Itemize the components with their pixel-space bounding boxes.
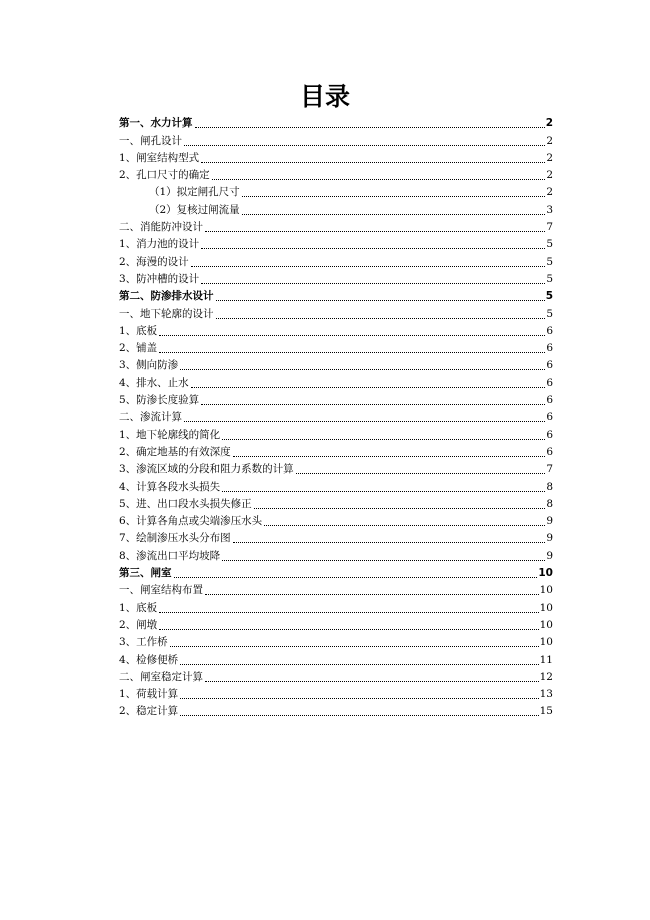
- toc-entry[interactable]: [119, 338, 553, 355]
- toc-entry-page-number: 6: [546, 428, 553, 441]
- toc-entry-label: 4、排水、止水: [119, 376, 189, 389]
- toc-entry-label: （1）拟定闸孔尺寸: [149, 186, 240, 199]
- toc-entry-page-number: 2: [546, 134, 553, 147]
- toc-entry[interactable]: [119, 424, 553, 441]
- toc-entry[interactable]: [119, 511, 553, 528]
- toc-entry-page-number: 2: [546, 151, 553, 164]
- toc-entry-page-number: 6: [546, 324, 553, 337]
- toc-entry-label: 4、计算各段水头损失: [119, 480, 221, 493]
- toc-entry[interactable]: [119, 528, 553, 545]
- toc-entry-page-number: 2: [546, 186, 553, 199]
- toc-entry-label: 第一、水力计算: [119, 117, 193, 130]
- toc-dot-leader: [205, 594, 539, 595]
- toc-entry[interactable]: [119, 615, 553, 632]
- toc-entry-page-number: 6: [546, 359, 553, 372]
- toc-entry-page-number: 10: [539, 584, 553, 597]
- toc-dot-leader: [180, 715, 538, 716]
- toc-entry-label: 7、绘制渗压水头分布图: [119, 532, 231, 545]
- toc-entry-label: 2、铺盖: [119, 342, 158, 355]
- toc-entry-page-number: 6: [546, 376, 553, 389]
- toc-entry[interactable]: [119, 407, 553, 424]
- toc-dot-leader: [174, 577, 538, 578]
- toc-entry-label: 二、渗流计算: [119, 411, 182, 424]
- toc-entry[interactable]: [119, 667, 553, 684]
- toc-dot-leader: [159, 352, 545, 353]
- toc-dot-leader: [222, 560, 545, 561]
- toc-dot-leader: [201, 404, 545, 405]
- toc-entry-page-number: 10: [539, 636, 553, 649]
- toc-dot-leader: [180, 369, 545, 370]
- toc-entry-label: 第二、防渗排水设计: [119, 290, 214, 303]
- toc-entry-label: 一、地下轮廓的设计: [119, 307, 214, 320]
- toc-entry-label: （2）复核过闸流量: [149, 203, 240, 216]
- toc-dot-leader: [191, 387, 546, 388]
- toc-entry-label: 3、侧向防渗: [119, 359, 179, 372]
- toc-entry-page-number: 13: [539, 688, 553, 701]
- toc-dot-leader: [180, 698, 538, 699]
- toc-entry[interactable]: [119, 476, 553, 493]
- toc-entry[interactable]: [119, 113, 553, 130]
- toc-entry-label: 1、消力池的设计: [119, 238, 200, 251]
- toc-entry-label: 二、闸室稳定计算: [119, 670, 203, 683]
- toc-dot-leader: [180, 664, 538, 665]
- toc-dot-leader: [191, 266, 546, 267]
- toc-entry-page-number: 8: [546, 480, 553, 493]
- toc-entry-page-number: 5: [546, 238, 553, 251]
- toc-dot-leader: [233, 542, 546, 543]
- toc-entry[interactable]: [119, 372, 553, 389]
- toc-dot-leader: [216, 318, 546, 319]
- toc-entry-page-number: 9: [546, 549, 553, 562]
- toc-entry[interactable]: [119, 597, 553, 614]
- toc-entry-page-number: 2: [545, 117, 553, 130]
- page-title: 目录: [299, 82, 350, 111]
- toc-entry-page-number: 12: [539, 670, 553, 683]
- table-of-contents: [119, 113, 553, 718]
- toc-entry-label: 1、地下轮廓线的简化: [119, 428, 221, 441]
- toc-dot-leader: [201, 283, 545, 284]
- toc-entry-page-number: 6: [546, 342, 553, 355]
- toc-entry-page-number: 10: [539, 618, 553, 631]
- toc-entry-page-number: 5: [546, 255, 553, 268]
- toc-entry-label: 1、底板: [119, 601, 158, 614]
- toc-entry-page-number: 6: [546, 411, 553, 424]
- toc-entry[interactable]: [119, 632, 553, 649]
- toc-entry[interactable]: [119, 649, 553, 666]
- toc-entry-label: 3、工作桥: [119, 636, 168, 649]
- toc-entry[interactable]: [119, 199, 553, 216]
- toc-entry[interactable]: [119, 269, 553, 286]
- toc-entry-page-number: 15: [539, 705, 553, 718]
- toc-entry-page-number: 6: [546, 394, 553, 407]
- toc-dot-leader: [242, 214, 546, 215]
- toc-entry-label: 一、闸孔设计: [119, 134, 182, 147]
- toc-entry[interactable]: [119, 286, 553, 303]
- toc-entry-page-number: 5: [545, 290, 553, 303]
- toc-entry-page-number: 7: [546, 463, 553, 476]
- toc-entry-label: 1、闸室结构型式: [119, 151, 200, 164]
- toc-entry-label: 2、确定地基的有效深度: [119, 445, 231, 458]
- toc-entry[interactable]: [119, 148, 553, 165]
- toc-entry-page-number: 11: [539, 653, 553, 666]
- toc-entry-page-number: 2: [546, 169, 553, 182]
- toc-dot-leader: [296, 473, 546, 474]
- toc-dot-leader: [242, 196, 546, 197]
- toc-entry[interactable]: [119, 251, 553, 268]
- toc-entry-label: 8、渗流出口平均坡降: [119, 549, 221, 562]
- toc-entry-page-number: 9: [546, 515, 553, 528]
- toc-dot-leader: [222, 439, 545, 440]
- toc-entry[interactable]: [119, 303, 553, 320]
- toc-entry[interactable]: [119, 545, 553, 562]
- toc-dot-leader: [222, 491, 545, 492]
- toc-dot-leader: [201, 248, 545, 249]
- toc-entry-label: 1、荷载计算: [119, 688, 179, 701]
- toc-entry[interactable]: [119, 459, 553, 476]
- toc-dot-leader: [264, 525, 545, 526]
- toc-entry-label: 5、防渗长度验算: [119, 394, 200, 407]
- toc-entry-label: 2、海漫的设计: [119, 255, 189, 268]
- toc-entry[interactable]: [119, 442, 553, 459]
- toc-entry-label: 2、孔口尺寸的确定: [119, 169, 210, 182]
- toc-dot-leader: [195, 127, 545, 128]
- toc-entry-page-number: 9: [546, 532, 553, 545]
- toc-dot-leader: [205, 681, 539, 682]
- toc-dot-leader: [201, 162, 545, 163]
- toc-entry-page-number: 10: [539, 601, 553, 614]
- toc-dot-leader: [184, 145, 545, 146]
- toc-entry-page-number: 6: [546, 445, 553, 458]
- toc-dot-leader: [170, 646, 539, 647]
- toc-entry[interactable]: [119, 165, 553, 182]
- toc-entry-label: 1、底板: [119, 324, 158, 337]
- toc-dot-leader: [212, 179, 546, 180]
- toc-entry[interactable]: [119, 684, 553, 701]
- toc-entry-page-number: 7: [546, 221, 553, 234]
- toc-entry-label: 4、检修便桥: [119, 653, 179, 666]
- toc-dot-leader: [216, 300, 545, 301]
- toc-entry[interactable]: [119, 130, 553, 147]
- toc-entry-label: 二、消能防冲设计: [119, 221, 203, 234]
- toc-dot-leader: [159, 629, 538, 630]
- toc-dot-leader: [159, 612, 538, 613]
- toc-entry[interactable]: [119, 234, 553, 251]
- toc-entry[interactable]: [119, 321, 553, 338]
- toc-entry-label: 一、闸室结构布置: [119, 584, 203, 597]
- toc-entry[interactable]: [119, 563, 553, 580]
- toc-entry-page-number: 10: [538, 567, 553, 580]
- toc-entry-label: 5、进、出口段水头损失修正: [119, 497, 252, 510]
- toc-entry[interactable]: [119, 494, 553, 511]
- toc-entry-page-number: 5: [546, 272, 553, 285]
- toc-entry-label: 2、稳定计算: [119, 705, 179, 718]
- toc-entry-label: 2、闸墩: [119, 618, 158, 631]
- toc-entry-page-number: 8: [546, 497, 553, 510]
- toc-entry-label: 第三、闸室: [119, 567, 172, 580]
- toc-entry[interactable]: [119, 390, 553, 407]
- toc-entry[interactable]: [119, 355, 553, 372]
- toc-entry[interactable]: [119, 217, 553, 234]
- toc-dot-leader: [159, 335, 545, 336]
- toc-entry-page-number: 3: [546, 203, 553, 216]
- toc-entry-label: 3、渗流区域的分段和阻力系数的计算: [119, 463, 294, 476]
- toc-dot-leader: [205, 231, 545, 232]
- toc-entry-page-number: 5: [546, 307, 553, 320]
- toc-dot-leader: [184, 421, 545, 422]
- toc-entry-label: 3、防冲槽的设计: [119, 272, 200, 285]
- toc-entry[interactable]: [119, 701, 553, 718]
- toc-entry[interactable]: [119, 182, 553, 199]
- toc-entry[interactable]: [119, 580, 553, 597]
- toc-entry-label: 6、计算各角点或尖端渗压水头: [119, 515, 263, 528]
- toc-dot-leader: [254, 508, 546, 509]
- toc-dot-leader: [233, 456, 546, 457]
